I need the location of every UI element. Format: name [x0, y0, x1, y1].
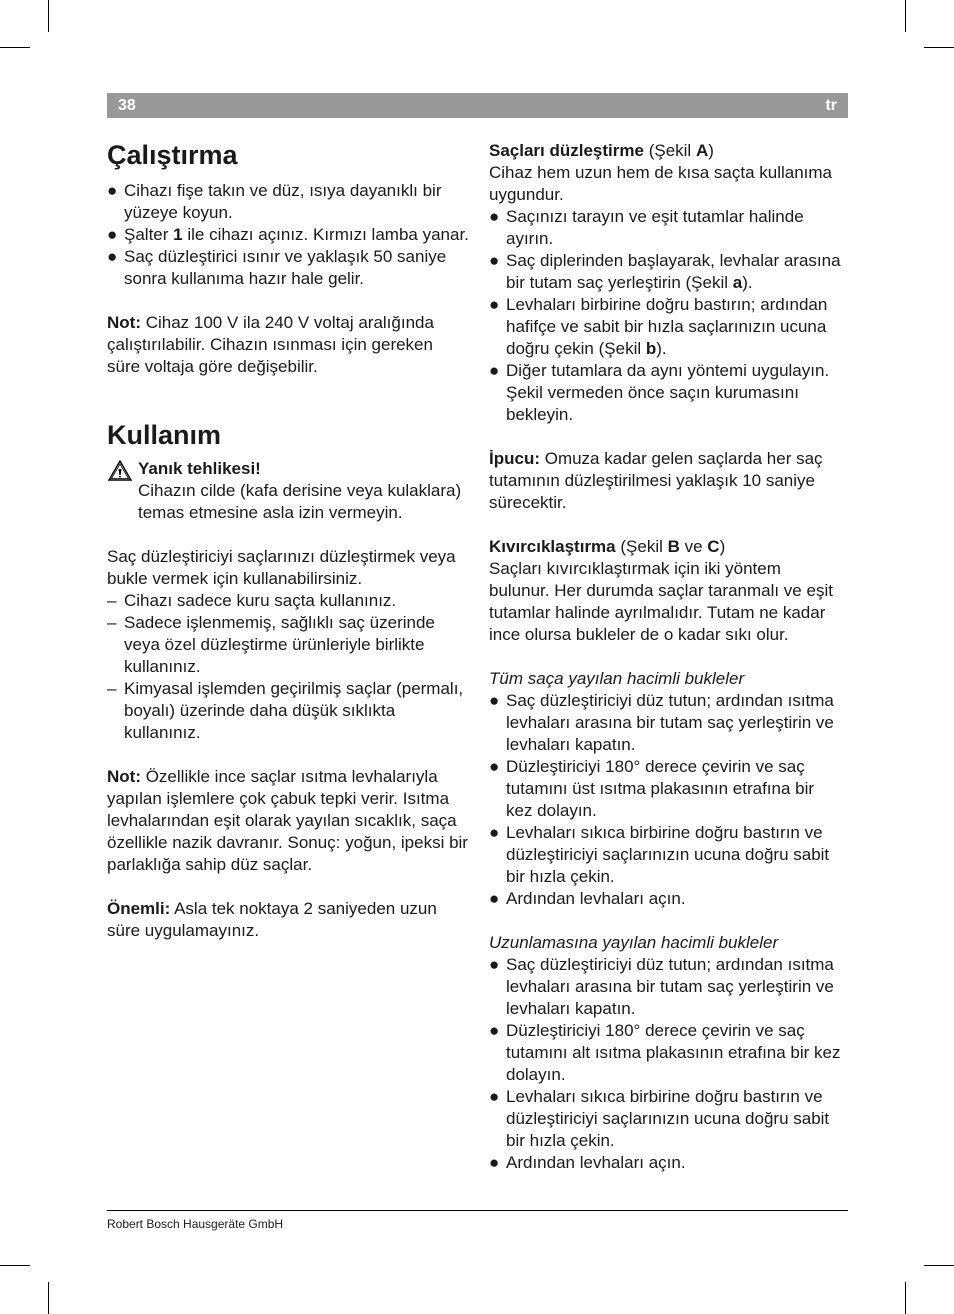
figure-ref: (Şekil — [615, 537, 668, 556]
crop-mark — [905, 1282, 906, 1314]
usage-intro: Saç düzleştiriciyi saçlarınızı düzleştirmek veya bukle vermek için kullanabilirsiniz. — [107, 547, 456, 588]
list-item: – Sadece işlenmemiş, sağlıklı saç üzerinde veya özel düzleştirme ürünleriyle birlikte kullanınız. — [107, 613, 435, 676]
note-label: Not: — [107, 313, 141, 332]
footer-company: Robert Bosch Hausgeräte GmbH — [107, 1217, 284, 1231]
warning-title: Yanık tehlikesi! — [138, 459, 261, 478]
curling-intro: Saçları kıvırcıklaştırmak için iki yöntem bulunur. Her durumda saçlar taranmalı ve eşit tutamlar halinde ayrılmalıdır. Tutam ne kadar ince olursa bukleler de o kadar sıkı olur. — [489, 559, 833, 644]
figure-ref: ) — [719, 537, 726, 556]
figure-letter: a — [732, 273, 743, 292]
note-label: Not: — [107, 767, 141, 786]
list-item: ● Levhaları sıkıca birbirine doğru bastırın ve düzleştiriciyi saçlarınızın ucuna doğru sabit bir hızla çekin. — [489, 1087, 830, 1150]
list-item-text: Ardından levhaları açın. — [506, 889, 686, 908]
page-number: 38 — [118, 97, 136, 114]
list-item-text: ). — [742, 273, 753, 292]
list-item: – Cihazı sadece kuru saçta kullanınız. — [107, 591, 397, 610]
list-item-text: Sadece işlenmemiş, sağlıklı saç üzerinde veya özel düzleştirme ürünleriyle birlikte kullanınız. — [124, 613, 435, 676]
switch-number: 1 — [173, 225, 183, 244]
list-item: ● Düzleştiriciyi 180° derece çevirin ve saç tutamını alt ısıtma plakasının etrafına bir kez dolayın. — [489, 1021, 841, 1084]
figure-ref: (Şekil — [643, 141, 696, 160]
note-text: Özellikle ince saçlar ısıtma levhalarıyla yapılan işlemlere çok çabuk tepki verir. Isıtma levhalarından eşit olarak yayılan sıcaklık, saça özellikle nazik davranır. Sonuç: yoğun, ipeksi bir parlaklığa sahip düz saçlar. — [107, 767, 468, 874]
list-item: – Kimyasal işlemden geçirilmiş saçlar (permalı, boyalı) üzerinde daha düşük sıklıkta kullanınız. — [107, 679, 464, 742]
page-header-bar — [107, 93, 848, 118]
figure-letter: A — [695, 141, 709, 160]
figure-ref: ) — [708, 141, 714, 160]
list-item: ● Levhaları sıkıca birbirine doğru bastırın ve düzleştiriciyi saçlarınızın ucuna doğru sabit bir hızla çekin. — [489, 823, 830, 886]
method-title-text: Tüm saça yayılan hacimli bukleler — [489, 669, 745, 688]
list-item-text: Saç düzleştiriciyi düz tutun; ardından ısıtma levhaları arasına bir tutam saç yerleştirin ve levhaları kapatın. — [506, 955, 834, 1018]
tip-text: Omuza kadar gelen saçlarda her saç tutamının düzleştirilmesi yaklaşık 10 saniye sürecektir. — [489, 449, 823, 512]
important-text: Asla tek noktaya 2 saniyeden uzun süre uygulamayınız. — [107, 899, 437, 940]
crop-mark — [48, 1282, 49, 1314]
crop-mark — [48, 0, 49, 32]
list-item: ● Saçınızı tarayın ve eşit tutamlar halinde ayırın. — [489, 207, 804, 248]
list-item-text: ile cihazı açınız. Kırmızı lamba yanar. — [182, 225, 469, 244]
list-item-text: ). — [656, 339, 667, 358]
figure-letter: b — [645, 339, 657, 358]
section-title-usage: Kullanım — [107, 420, 222, 450]
list-item-text: Cihazı fişe takın ve düz, ısıya dayanıklı bir yüzeye koyun. — [124, 181, 442, 222]
list-item-text: Diğer tutamlara da aynı yöntemi uygulayın. Şekil vermeden önce saçın kurumasını bekleyin. — [506, 361, 830, 424]
straightening-intro: Cihaz hem uzun hem de kısa saçta kullanıma uygundur. — [489, 163, 833, 204]
list-item-text: Levhaları sıkıca birbirine doğru bastırın ve düzleştiriciyi saçlarınızın ucuna doğru sabit bir hızla çekin. — [506, 1087, 830, 1150]
crop-mark — [0, 1265, 30, 1266]
list-item-text: Saç düzleştiriciyi düz tutun; ardından ısıtma levhaları arasına bir tutam saç yerleştirin ve levhaları kapatın. — [506, 691, 834, 754]
list-item: ● Levhaları birbirine doğru bastırın; ardından hafifçe ve sabit bir hızla saçlarınızın ucuna doğru çekin (Şekil b). — [489, 295, 828, 358]
crop-mark — [924, 47, 954, 48]
list-item-text: Ardından levhaları açın. — [506, 1153, 686, 1172]
crop-mark — [905, 0, 906, 32]
note-paragraph — [107, 766, 469, 876]
list-item-text: Levhaları sıkıca birbirine doğru bastırın ve düzleştiriciyi saçlarınızın ucuna doğru sabit bir hızla çekin. — [506, 823, 830, 886]
language-code: tr — [825, 97, 837, 114]
note-text: Cihaz 100 V ila 240 V voltaj aralığında çalıştırılabilir. Cihazın ısınması için gereken süre voltaja göre değişebilir. — [107, 313, 434, 376]
right-column — [489, 140, 845, 1174]
tip-label: İpucu: — [489, 449, 540, 468]
list-item-text: Saçınızı tarayın ve eşit tutamlar halinde ayırın. — [506, 207, 804, 248]
warning-triangle-icon — [108, 460, 132, 481]
left-column — [107, 140, 469, 942]
list-item-text: Düzleştiriciyi 180° derece çevirin ve saç tutamını üst ısıtma plakasının etrafına bir kez dolayın. — [506, 757, 815, 820]
list-item-text: Şalter — [124, 225, 174, 244]
list-item-text: Düzleştiriciyi 180° derece çevirin ve saç tutamını alt ısıtma plakasının etrafına bir kez dolayın. — [506, 1021, 841, 1084]
list-item: ● Düzleştiriciyi 180° derece çevirin ve saç tutamını üst ısıtma plakasının etrafına bir kez dolayın. — [489, 757, 815, 820]
list-item: ● Şalter 1 ile cihazı açınız. Kırmızı lamba yanar. — [107, 225, 469, 244]
warning-block — [107, 458, 469, 524]
important-label: Önemli: — [107, 899, 171, 918]
important-paragraph — [107, 898, 469, 942]
section-title-operation: Çalıştırma — [107, 140, 238, 170]
list-item: ● Ardından levhaları açın. — [489, 1153, 686, 1172]
list-item: ● Diğer tutamlara da aynı yöntemi uygulayın. Şekil vermeden önce saçın kurumasını bekleyin. — [489, 361, 830, 424]
subsection-heading-straightening — [489, 140, 845, 162]
note-paragraph — [107, 312, 469, 378]
list-item-text: Saç diplerinden başlayarak, levhalar arasına bir tutam saç yerleştirin (Şekil — [506, 251, 841, 292]
figure-ref: ve — [679, 537, 708, 556]
list-item: ● Saç diplerinden başlayarak, levhalar arasına bir tutam saç yerleştirin (Şekil a). — [489, 251, 841, 292]
crop-mark — [0, 47, 30, 48]
list-item-text: Levhaları birbirine doğru bastırın; ardından hafifçe ve sabit bir hızla saçlarınızın ucuna doğru çekin (Şekil — [506, 295, 828, 358]
method-title-text: Uzunlamasına yayılan hacimli bukleler — [489, 933, 779, 952]
subsection-heading-curling — [489, 536, 845, 558]
warning-text: Cihazın cilde (kafa derisine veya kulaklara) temas etmesine asla izin vermeyin. — [138, 481, 462, 522]
list-item-text: Kimyasal işlemden geçirilmiş saçlar (permalı, boyalı) üzerinde daha düşük sıklıkta kullanınız. — [124, 679, 464, 742]
list-item: ● Saç düzleştirici ısınır ve yaklaşık 50 saniye sonra kullanıma hazır hale gelir. — [107, 247, 447, 288]
tip-paragraph — [489, 448, 845, 514]
footer-divider — [107, 1210, 848, 1211]
list-item: ● Cihazı fişe takın ve düz, ısıya dayanıklı bir yüzeye koyun. — [107, 181, 442, 222]
method-title — [489, 668, 845, 690]
crop-mark — [924, 1265, 954, 1266]
list-item: ● Saç düzleştiriciyi düz tutun; ardından ısıtma levhaları arasına bir tutam saç yerleştirin ve levhaları kapatın. — [489, 955, 834, 1018]
list-item: ● Ardından levhaları açın. — [489, 889, 686, 908]
figure-letter: B — [667, 537, 680, 556]
subsection-title: Kıvırcıklaştırma — [489, 537, 616, 556]
list-item: ● Saç düzleştiriciyi düz tutun; ardından ısıtma levhaları arasına bir tutam saç yerleştirin ve levhaları kapatın. — [489, 691, 834, 754]
figure-letter: C — [707, 537, 720, 556]
list-item-text: Cihazı sadece kuru saçta kullanınız. — [124, 591, 397, 610]
list-item-text: Saç düzleştirici ısınır ve yaklaşık 50 saniye sonra kullanıma hazır hale gelir. — [124, 247, 447, 288]
method-title — [489, 932, 845, 954]
subsection-title: Saçları düzleştirme — [489, 141, 644, 160]
